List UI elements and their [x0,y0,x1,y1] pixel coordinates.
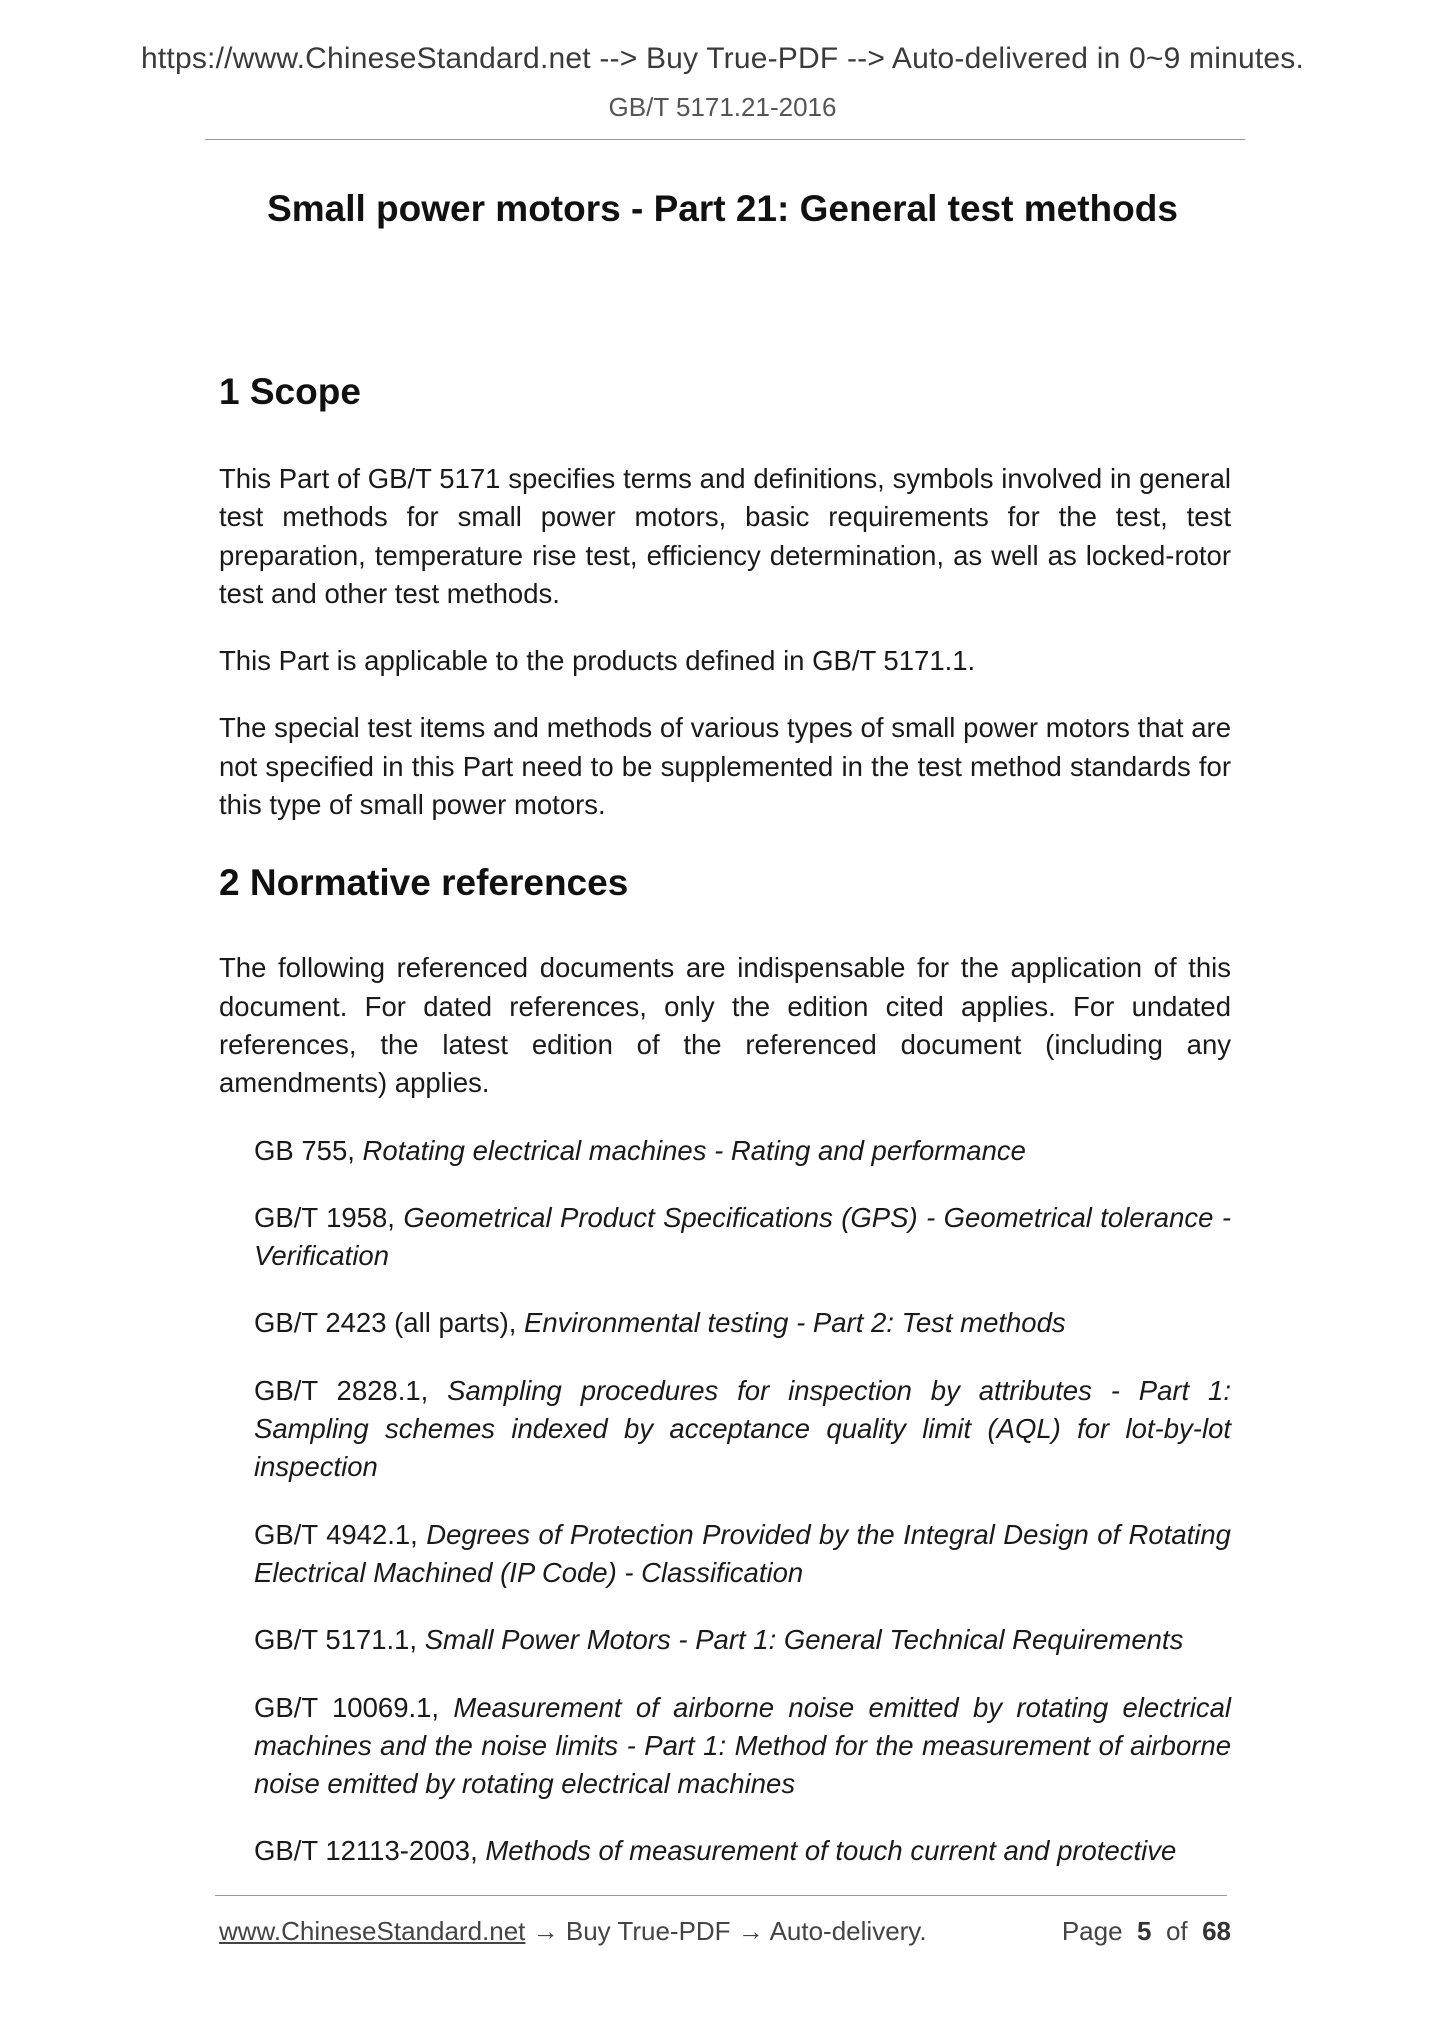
reference-code: GB/T 1958, [254,1201,404,1233]
reference-item [254,1621,1231,1659]
reference-title: Measurement of airborne noise emitted by rotating electrical machines and the noise limits - Part 1: Method for the measurement of airborne noise emitted by rotating electrical machines [254,1691,1231,1800]
section-heading-normative-references: 2 Normative references [219,862,629,904]
reference-code: GB/T 2828.1, [254,1374,448,1406]
footer-tagline: → Buy True-PDF → Auto-delivery. [525,1916,927,1946]
footer-left [219,1916,927,1947]
scope-paragraph: This Part is applicable to the products defined in GB/T 5171.1. [219,645,976,677]
reference-title: Environmental testing - Part 2: Test methods [524,1307,1066,1339]
reference-title: Geometrical Product Specifications (GPS) - Geometrical tolerance - Verification [254,1201,1231,1272]
reference-title: Methods of measurement of touch current and protective [485,1835,1177,1867]
reference-item [254,1199,1231,1276]
reference-title: Rotating electrical machines - Rating and performance [362,1134,1026,1166]
reference-code: GB/T 2423 (all parts), [254,1307,525,1339]
reference-code: GB 755, [254,1134,363,1166]
page-current: 5 [1137,1916,1152,1946]
reference-item [254,1372,1231,1487]
page-label: Page [1061,1916,1123,1946]
page-number [1062,1916,1231,1947]
reference-code: GB/T 12113-2003, [254,1835,486,1867]
main-content [219,362,1231,1900]
scope-paragraph: The special test items and methods of various types of small power motors that are not specified in this Part need to be supplemented in the test method standards for this type of small power motors. [219,712,1231,821]
header-divider [205,139,1245,140]
document-title: Small power motors - Part 21: General test methods [267,188,1178,229]
reference-item [254,1304,1231,1342]
reference-item [254,1516,1231,1593]
reference-code: GB/T 5171.1, [254,1624,425,1656]
scope-paragraph: This Part of GB/T 5171 specifies terms and definitions, symbols involved in general test methods for small power motors, basic requirements for the test, test preparation, temperature rise test, efficiency determination, as well as locked-rotor test and other test methods. [219,463,1231,609]
page-total: 68 [1202,1916,1231,1946]
footer-site-link[interactable]: www.ChineseStandard.net [219,1916,526,1946]
reference-item [254,1132,1231,1170]
reference-title: Degrees of Protection Provided by the Integral Design of Rotating Electrical Machined (IP Code) - Classification [254,1518,1231,1588]
page-of-label: of [1165,1916,1188,1946]
reference-item [254,1689,1231,1804]
reference-code: GB/T 4942.1, [254,1518,427,1550]
reference-item [254,1832,1231,1870]
document-id: GB/T 5171.21-2016 [608,92,837,122]
footer-divider [215,1895,1227,1896]
reference-code: GB/T 10069.1, [254,1691,454,1723]
section-heading-scope: 1 Scope [219,371,361,412]
reference-title: Small Power Motors - Part 1: General Technical Requirements [424,1624,1184,1656]
header-banner: https://www.ChineseStandard.net --> Buy True-PDF --> Auto-delivered in 0~9 minutes. [141,42,1304,75]
reference-title: Sampling procedures for inspection by attributes - Part 1: Sampling schemes indexed by acceptance quality limit (AQL) for lot-by-lot inspection [254,1374,1231,1483]
reference-list [254,1132,1231,1871]
normative-intro-paragraph: The following referenced documents are indispensable for the application of this document. For dated references, only the edition cited applies. For undated references, the latest edition of the referenced document (including any amendments) applies. [219,952,1231,1099]
